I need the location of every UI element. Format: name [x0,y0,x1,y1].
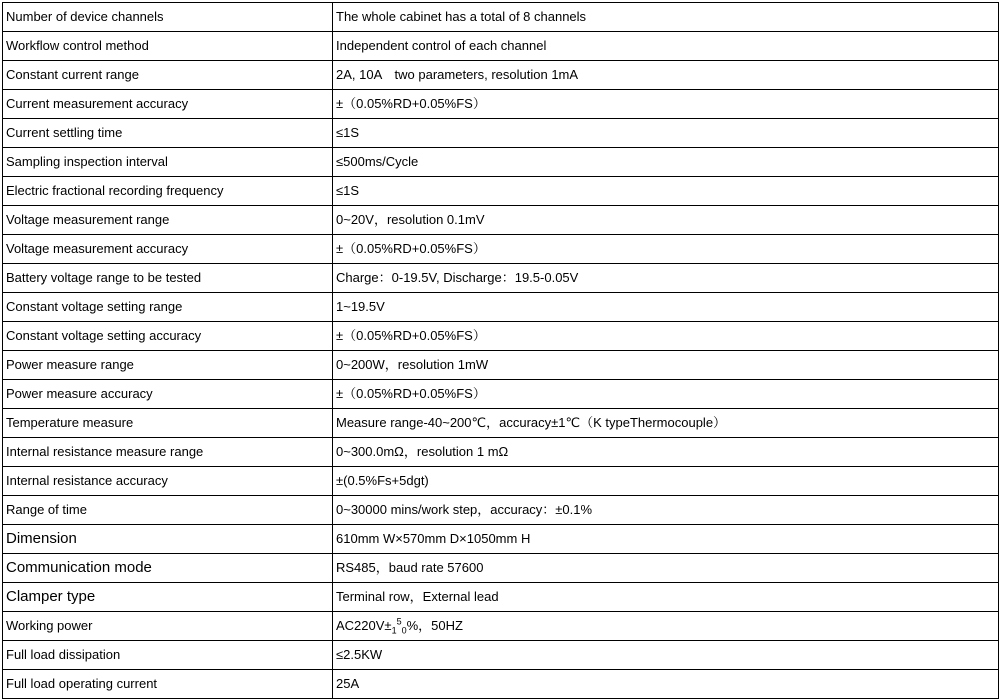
row-label: Power measure range [3,351,333,380]
table-row [3,206,999,235]
row-value: 0~30000 mins/work step，accuracy：±0.1% [333,496,999,525]
row-value: ±(0.5%Fs+5dgt) [333,467,999,496]
row-value: The whole cabinet has a total of 8 channels [333,3,999,32]
row-label: Current measurement accuracy [3,90,333,119]
row-label: Full load operating current [3,670,333,699]
row-label: Current settling time [3,119,333,148]
row-value: ≤1S [333,177,999,206]
row-label: Internal resistance accuracy [3,467,333,496]
row-value: Measure range-40~200℃，accuracy±1℃（K typeThermocouple） [333,409,999,438]
row-label: Range of time [3,496,333,525]
table-row [3,554,999,583]
row-label: Power measure accuracy [3,380,333,409]
table-row [3,90,999,119]
row-label: Number of device channels [3,3,333,32]
row-label: Sampling inspection interval [3,148,333,177]
row-label: Voltage measurement range [3,206,333,235]
row-value: 25A [333,670,999,699]
row-value: 610mm W×570mm D×1050mm H [333,525,999,554]
row-label: Voltage measurement accuracy [3,235,333,264]
row-label: Working power [3,612,333,641]
row-value: RS485，baud rate 57600 [333,554,999,583]
table-row [3,467,999,496]
table-row [3,3,999,32]
table-row [3,380,999,409]
value-suffix: %，50HZ [406,618,463,633]
row-value: 2A, 10A two parameters, resolution 1mA [333,61,999,90]
table-row [3,583,999,612]
value-subscript-2: 0 [401,625,407,636]
table-row [3,670,999,699]
row-label: Communication mode [3,554,333,583]
table-row [3,148,999,177]
row-label: Temperature measure [3,409,333,438]
row-value: ±（0.05%RD+0.05%FS） [333,235,999,264]
row-value: 0~20V，resolution 0.1mV [333,206,999,235]
row-label: Constant voltage setting accuracy [3,322,333,351]
value-subscript-1: 1 [391,625,397,636]
row-value: Terminal row，External lead [333,583,999,612]
table-row [3,32,999,61]
row-value: ≤2.5KW [333,641,999,670]
table-row [3,641,999,670]
row-value: 0~300.0mΩ，resolution 1 mΩ [333,438,999,467]
row-value: ±（0.05%RD+0.05%FS） [333,380,999,409]
row-value: Charge：0-19.5V, Discharge：19.5-0.05V [333,264,999,293]
row-value: ±（0.05%RD+0.05%FS） [333,90,999,119]
table-row [3,235,999,264]
table-row [3,525,999,554]
row-value: Independent control of each channel [333,32,999,61]
row-value: 0~200W，resolution 1mW [333,351,999,380]
row-label: Dimension [3,525,333,554]
table-row [3,322,999,351]
table-row [3,409,999,438]
row-value: ±（0.05%RD+0.05%FS） [333,322,999,351]
row-label: Battery voltage range to be tested [3,264,333,293]
value-superscript: 5 [396,616,402,627]
row-value [333,612,999,641]
row-label: Electric fractional recording frequency [3,177,333,206]
table-row [3,293,999,322]
row-value: 1~19.5V [333,293,999,322]
value-prefix: AC220V± [336,618,392,633]
table-row [3,61,999,90]
spec-table [2,2,999,699]
row-label: Constant current range [3,61,333,90]
table-row [3,612,999,641]
table-row [3,351,999,380]
table-row [3,177,999,206]
row-value: ≤500ms/Cycle [333,148,999,177]
table-row [3,496,999,525]
row-label: Internal resistance measure range [3,438,333,467]
table-row [3,438,999,467]
row-label: Clamper type [3,583,333,612]
table-row [3,119,999,148]
row-value: ≤1S [333,119,999,148]
row-label: Constant voltage setting range [3,293,333,322]
row-label: Workflow control method [3,32,333,61]
row-label: Full load dissipation [3,641,333,670]
table-row [3,264,999,293]
